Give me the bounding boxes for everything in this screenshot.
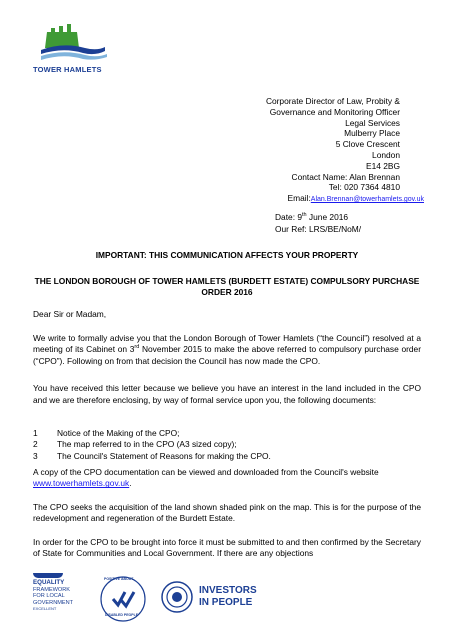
- logo-text: EQUALITY: [33, 579, 65, 586]
- logo-text: FOR LOCAL: [33, 593, 65, 600]
- letter-title: THE LONDON BOROUGH OF TOWER HAMLETS (BURDETT ESTATE) COMPULSORY PURCHASE ORDER 2016: [34, 276, 420, 298]
- address-line: London: [372, 149, 400, 160]
- paragraph-text: We write to formally advise you that the London Borough of Tower Hamlets (“the Council”) resolved at a meeting of its Cabinet on 3: [33, 333, 421, 355]
- enclosure-list: [33, 428, 421, 462]
- address-line: Corporate Director of Law, Probity &: [265, 96, 400, 106]
- paragraph-text: A copy of the CPO documentation can be viewed and downloaded from the Council's website: [33, 467, 379, 477]
- paragraph-1: [33, 333, 421, 367]
- list-number: 1: [33, 428, 38, 438]
- date-suffix: th: [302, 212, 307, 219]
- address-line: E14 2BG: [366, 160, 400, 171]
- list-item: [33, 451, 421, 462]
- important-heading: IMPORTANT: THIS COMMUNICATION AFFECTS YOUR PROPERTY: [95, 250, 359, 260]
- salutation: Dear Sir or Madam,: [33, 309, 107, 319]
- list-item: [33, 428, 421, 439]
- disability-symbol-logo: [100, 576, 146, 622]
- equality-swoosh-icon: [33, 573, 63, 578]
- list-text: The Council's Statement of Reasons for making the CPO.: [57, 450, 271, 461]
- letter-reference: Our Ref: LRS/BE/NoM/: [275, 223, 362, 234]
- list-item: [33, 439, 421, 450]
- ordinal-suffix: rd: [134, 344, 140, 351]
- address-line: Governance and Monitoring Officer: [269, 106, 400, 117]
- logo-text: GOVERNMENT: [33, 599, 74, 606]
- list-text: Notice of the Making of the CPO;: [57, 428, 180, 438]
- tower-hamlets-logo: [33, 14, 113, 72]
- tower-hamlets-emblem-icon: [33, 14, 113, 62]
- telephone: Tel: 020 7364 4810: [328, 182, 400, 193]
- email-link[interactable]: Alan.Brennan@towerhamlets.gov.uk: [310, 196, 424, 204]
- list-number: 3: [33, 450, 38, 461]
- logo-text: EXCELLENT: [33, 606, 57, 612]
- paragraph-5: In order for the CPO to be brought into force it must be submitted to and then confirmed by the Secretary of State for Communities and Local Government. If there are any objections: [33, 537, 421, 559]
- letter-meta: [275, 212, 361, 235]
- list-text: The map referred to in the CPO (A3 sized copy);: [57, 439, 237, 450]
- address-line: Mulberry Place: [344, 128, 400, 139]
- equality-framework-logo: [33, 573, 73, 611]
- paragraph-3: [33, 467, 421, 490]
- investors-in-people-logo: [160, 580, 257, 614]
- investors-in-people-icon: [160, 580, 194, 614]
- logo-text: TOWER HAMLETS: [33, 65, 102, 74]
- paragraph-text: .: [129, 478, 132, 489]
- logo-text: INVESTORS: [199, 585, 257, 596]
- website-link[interactable]: www.towerhamlets.gov.uk: [33, 478, 130, 489]
- email-label: Email:: [287, 193, 311, 204]
- address-line: Legal Services: [345, 117, 400, 128]
- sender-address: [265, 96, 424, 206]
- iip-text: [199, 585, 257, 609]
- logo-text: FRAMEWORK: [33, 586, 70, 593]
- list-number: 2: [33, 439, 38, 450]
- date-text: Date: 9: [275, 212, 303, 222]
- paragraph-text: November 2015 to make the above referred to compulsory purchase order (“CPO”). Following on from that decision the Council has now made the CPO.: [33, 344, 421, 366]
- letter-date: [275, 212, 361, 224]
- logo-text: IN PEOPLE: [199, 597, 253, 608]
- paragraph-4: The CPO seeks the acquisition of the land shown shaded pink on the map. This is for the purpose of the redevelopment and regeneration of the Burdett Estate.: [33, 502, 421, 524]
- paragraph-2: You have received this letter because we believe you have an interest in the land included in the CPO and we are therefore enclosing, by way of formal service upon you, the following documents:: [33, 383, 421, 406]
- date-month-year: June 2016: [306, 212, 349, 222]
- logo-text: POSITIVE ABOUT: [104, 577, 134, 581]
- contact-name: Contact Name: Alan Brennan: [291, 171, 400, 182]
- address-line: 5 Clove Crescent: [335, 139, 400, 150]
- logo-text: DISABLED PEOPLE: [105, 613, 139, 617]
- email-row: [266, 193, 424, 206]
